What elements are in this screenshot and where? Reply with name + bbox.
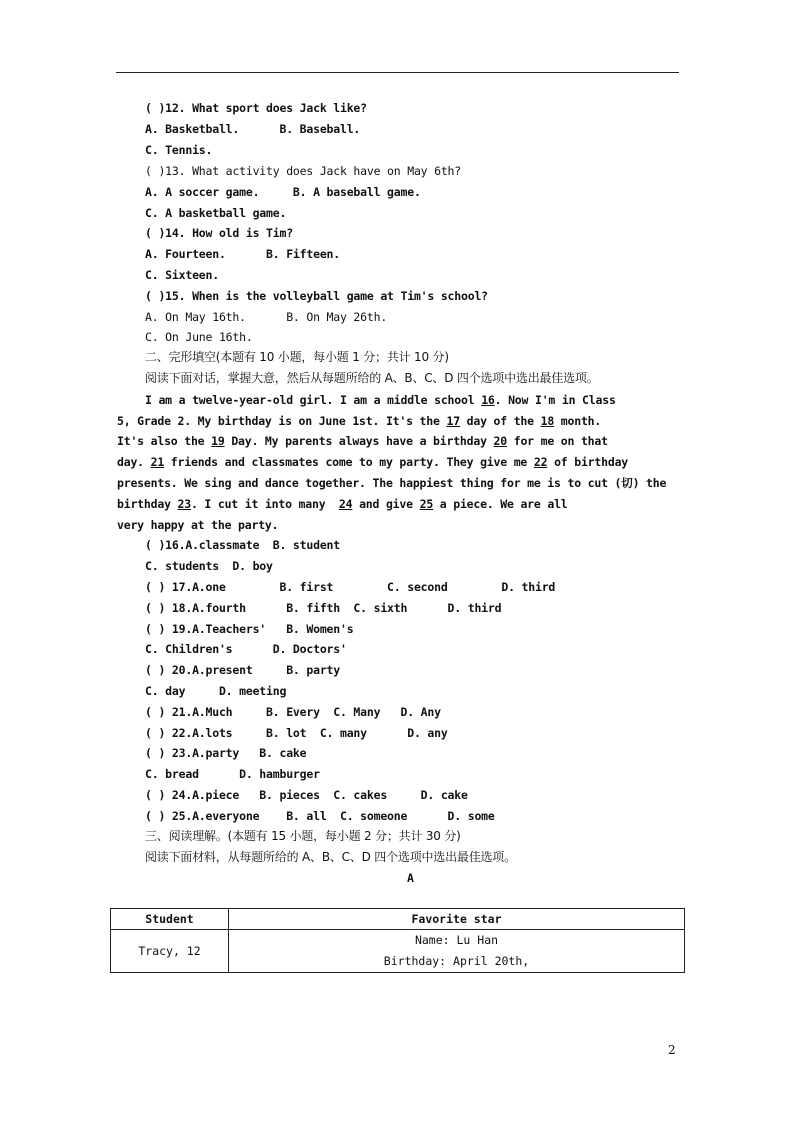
blank-24: 24 (338, 497, 353, 511)
question-12-options-a-b: A. Basketball. B. Baseball. (145, 122, 361, 136)
cloze-line: C. day D. meeting (145, 684, 287, 698)
passage-line-2: 5, Grade 2. My birthday is on June 1st. It's the 17 day of the 18 month. (117, 414, 602, 428)
column-header-student: Student (111, 909, 229, 930)
page-number: 2 (668, 1043, 676, 1057)
cloze-line: ( ) 22.A.lots B. lot C. many D. any (145, 726, 448, 740)
blank-20: 20 (493, 434, 507, 448)
cloze-line: ( ) 19.A.Teachers' B. Women's (145, 622, 354, 636)
question-15-options-a-b: A. On May 16th. B. On May 26th. (145, 310, 388, 324)
table-row (111, 930, 685, 973)
blank-18: 18 (540, 414, 555, 428)
cloze-line: ( )16.A.classmate B. student (145, 538, 340, 552)
question-13-stem: ( )13. What activity does Jack have on May 6th? (145, 164, 462, 178)
cloze-line: C. students D. boy (145, 559, 273, 573)
blank-23: 23 (177, 497, 191, 511)
passage-line-6: birthday 23. I cut it into many 24 and give 25 a piece. We are all (117, 497, 568, 511)
table-header-row (111, 909, 685, 930)
star-name: Name: Lu Han (414, 933, 499, 947)
part-a-label: A (407, 871, 414, 885)
cloze-line: ( ) 21.A.Much B. Every C. Many D. Any (145, 705, 441, 719)
passage-line-7: very happy at the party. (117, 518, 279, 532)
header-rule (116, 72, 679, 73)
question-13-option-c: C. A basketball game. (145, 206, 287, 220)
section-3-instruction: 阅读下面材料，从每题所给的 A、B、C、D 四个选项中选出最佳选项。 (145, 850, 516, 864)
cloze-line: ( ) 18.A.fourth B. fifth C. sixth D. third (145, 601, 502, 615)
cloze-line: ( ) 20.A.present B. party (145, 663, 340, 677)
cell-favorite-star (229, 930, 685, 973)
blank-16: 16 (481, 393, 495, 407)
question-12-stem: ( )12. What sport does Jack like? (145, 101, 367, 115)
question-14-options-a-b: A. Fourteen. B. Fifteen. (145, 247, 340, 261)
star-birthday: Birthday: April 20th, (383, 954, 530, 968)
cloze-line: C. Children's D. Doctors' (145, 642, 347, 656)
question-14-stem: ( )14. How old is Tim? (145, 226, 293, 240)
blank-25: 25 (419, 497, 434, 511)
cloze-line: ( ) 23.A.party B. cake (145, 746, 307, 760)
passage-line-5: presents. We sing and dance together. The happiest thing for me is to cut (切) the (117, 476, 667, 490)
passage-line-1: I am a twelve-year-old girl. I am a middle school 16. Now I'm in Class (145, 393, 616, 407)
favorite-star-table (110, 908, 685, 973)
column-header-favorite-star: Favorite star (229, 909, 685, 930)
blank-21: 21 (150, 455, 165, 469)
cloze-line: C. bread D. hamburger (145, 767, 320, 781)
question-12-option-c: C. Tennis. (145, 143, 213, 157)
section-2-heading: 二、完形填空(本题有 10 小题，每小题 1 分；共计 10 分) (145, 350, 449, 364)
cloze-line: ( ) 25.A.everyone B. all C. someone D. some (145, 809, 495, 823)
cloze-line: ( ) 17.A.one B. first C. second D. third (145, 580, 556, 594)
cell-student: Tracy, 12 (111, 930, 229, 973)
section-2-instruction: 阅读下面对话，掌握大意，然后从每题所给的 A、B、C、D 四个选项中选出最佳选项。 (145, 371, 599, 385)
cloze-line: ( ) 24.A.piece B. pieces C. cakes D. cake (145, 788, 468, 802)
blank-17: 17 (446, 414, 460, 428)
question-15-stem: ( )15. When is the volleyball game at Tim's school? (145, 289, 488, 303)
section-3-heading: 三、阅读理解。(本题有 15 小题，每小题 2 分；共计 30 分) (145, 829, 461, 843)
passage-line-4: day. 21 friends and classmates come to my party. They give me 22 of birthday (117, 455, 629, 469)
passage-line-3: It's also the 19 Day. My parents always have a birthday 20 for me on that (117, 434, 608, 448)
question-13-options-a-b: A. A soccer game. B. A baseball game. (145, 185, 421, 199)
question-15-option-c: C. On June 16th. (145, 330, 253, 344)
question-14-option-c: C. Sixteen. (145, 268, 219, 282)
blank-22: 22 (533, 455, 548, 469)
blank-19: 19 (211, 434, 225, 448)
